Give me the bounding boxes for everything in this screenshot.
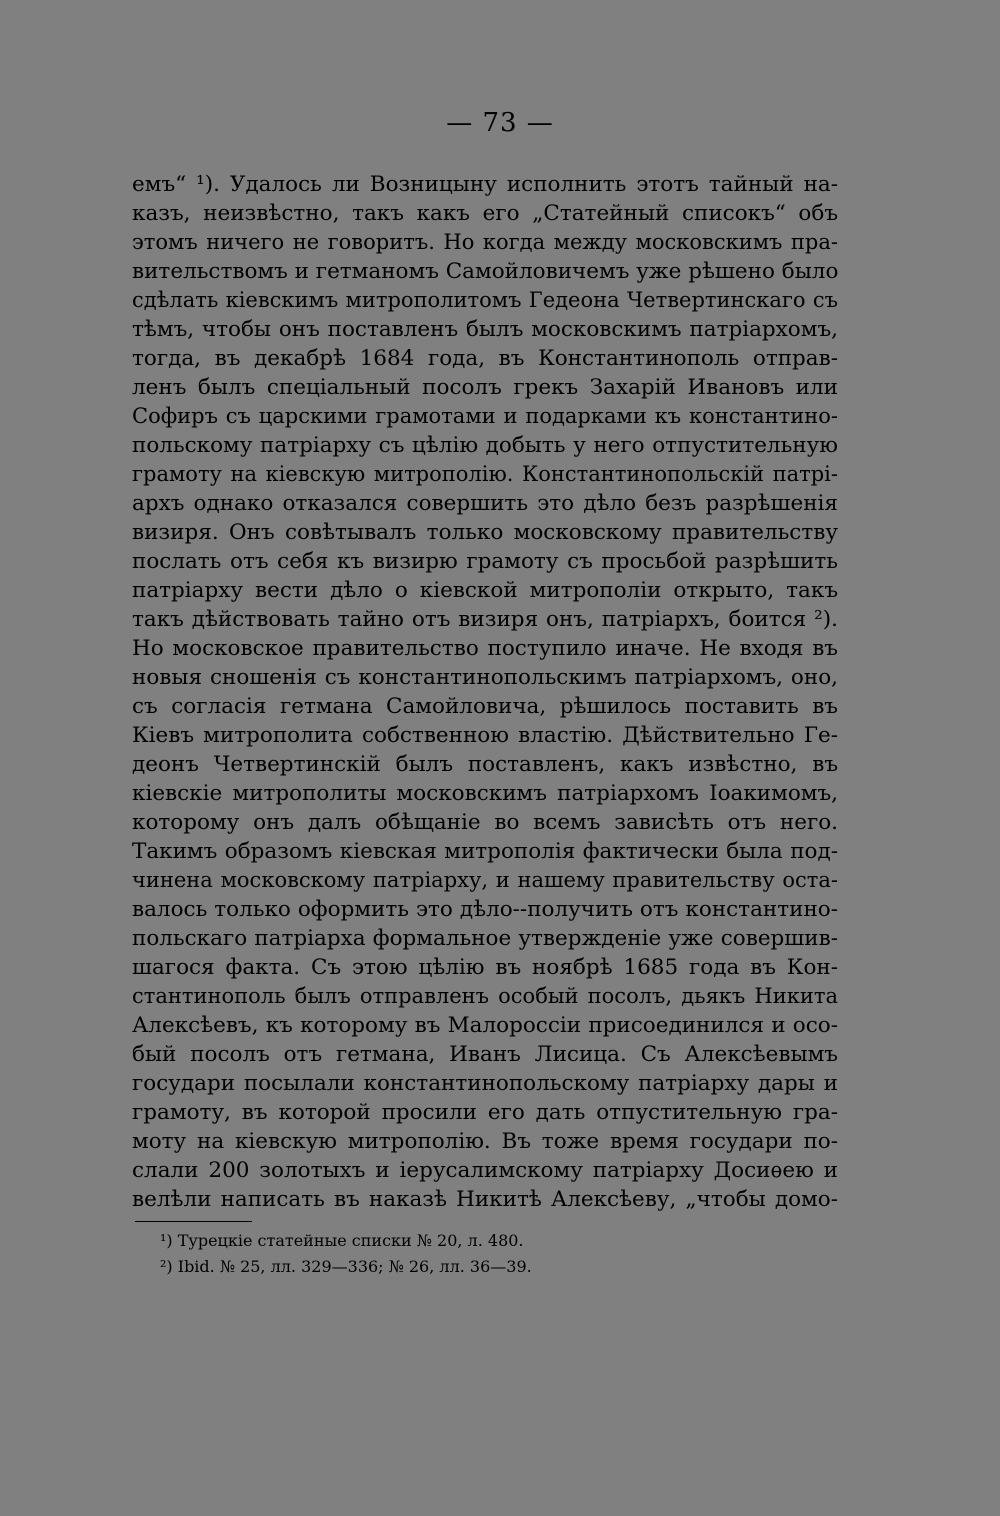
text-line: тогда, въ декабрѣ 1684 года, въ Константинополь отправ- xyxy=(132,346,838,371)
text-line: архъ однако отказался совершить это дѣло безъ разрѣшенія xyxy=(132,491,838,516)
page-number: — 73 — xyxy=(446,108,554,138)
text-line: грамоту, въ которой просили его дать отпустительную гра- xyxy=(132,1100,838,1125)
text-line: визиря. Онъ совѣтывалъ только московскому правительству xyxy=(132,520,838,545)
footnote: ¹) Турецкіе статейные списки № 20, л. 480. xyxy=(160,1231,524,1250)
text-line: емъ“ ¹). Удалось ли Возницыну исполнить этотъ тайный на- xyxy=(132,172,838,197)
text-line: Кіевъ митрополита собственною властію. Дѣйствительно Ге- xyxy=(132,723,838,748)
text-line: кіевскіе митрополиты московскимъ патріархомъ Іоакимомъ, xyxy=(132,781,838,806)
text-line: съ согласія гетмана Самойловича, рѣшилось поставить въ xyxy=(132,694,838,719)
text-line: послать отъ себя къ визирю грамоту съ просьбой разрѣшить xyxy=(132,549,838,574)
text-line: чинена московскому патріарху, и нашему правительству оста- xyxy=(132,868,838,892)
text-line: которому онъ далъ обѣщаніе во всемъ зависѣть отъ него. xyxy=(132,810,838,835)
text-line: Но московское правительство поступило иначе. Не входя въ xyxy=(132,636,838,661)
text-line: Софиръ съ царскими грамотами и подарками къ константино- xyxy=(132,404,838,428)
text-line: бый посолъ отъ гетмана, Иванъ Лисица. Съ Алексѣевымъ xyxy=(132,1042,838,1067)
text-line: деонъ Четвертинскій былъ поставленъ, какъ извѣстно, въ xyxy=(132,752,838,777)
text-line: Такимъ образомъ кіевская митрополія фактически была под- xyxy=(132,839,838,864)
text-line: тѣмъ, чтобы онъ поставленъ былъ московскимъ патріархомъ, xyxy=(132,317,838,342)
text-line: государи посылали константинопольскому патріарху дары и xyxy=(132,1071,838,1096)
text-line: шагося факта. Съ этою цѣлію въ ноябрѣ 1685 года въ Кон- xyxy=(132,955,838,980)
text-line: слали 200 золотыхъ и іерусалимскому патріарху Досиѳею и xyxy=(132,1158,838,1183)
text-line: казъ, неизвѣстно, такъ какъ его „Статейный списокъ“ объ xyxy=(132,201,838,226)
text-line: стантинополь былъ отправленъ особый посолъ, дьякъ Никита xyxy=(132,984,838,1008)
text-line: новыя сношенія съ константинопольскимъ патріархомъ, оно, xyxy=(132,665,838,690)
text-line: польскому патріарху съ цѣлію добыть у него отпустительную xyxy=(132,433,838,458)
text-line: такъ дѣйствовать тайно отъ визиря онъ, патріархъ, боится ²). xyxy=(132,607,838,632)
text-line: этомъ ничего не говоритъ. Но когда между московскимъ пра- xyxy=(132,230,838,254)
footnote: ²) Ibid. № 25, лл. 329—336; № 26, лл. 36—39. xyxy=(160,1257,532,1276)
text-line: ленъ былъ спеціальный посолъ грекъ Захарій Ивановъ или xyxy=(132,375,838,400)
text-line: сдѣлать кіевскимъ митрополитомъ Гедеона Четвертинскаго съ xyxy=(132,288,838,312)
body-text xyxy=(132,170,838,1214)
footnote-divider xyxy=(135,1221,252,1222)
text-line: Алексѣевъ, къ которому въ Малороссіи присоединился и осо- xyxy=(132,1013,838,1038)
text-line: грамоту на кіевскую митрополію. Константинопольскій патрі- xyxy=(132,462,838,486)
text-line: валось только оформить это дѣло--получить отъ константино- xyxy=(132,897,838,922)
footnotes xyxy=(160,1228,820,1280)
text-line: вительствомъ и гетманомъ Самойловичемъ уже рѣшено было xyxy=(132,259,838,284)
text-line: моту на кіевскую митрополію. Въ тоже время государи по- xyxy=(132,1129,838,1154)
text-line: велѣли написать въ наказѣ Никитѣ Алексѣеву, „чтобы домо- xyxy=(132,1187,838,1212)
text-line: патріарху вести дѣло о кіевской митрополіи открыто, такъ xyxy=(132,578,838,603)
text-line: польскаго патріарха формальное утвержденіе уже совершив- xyxy=(132,926,838,951)
